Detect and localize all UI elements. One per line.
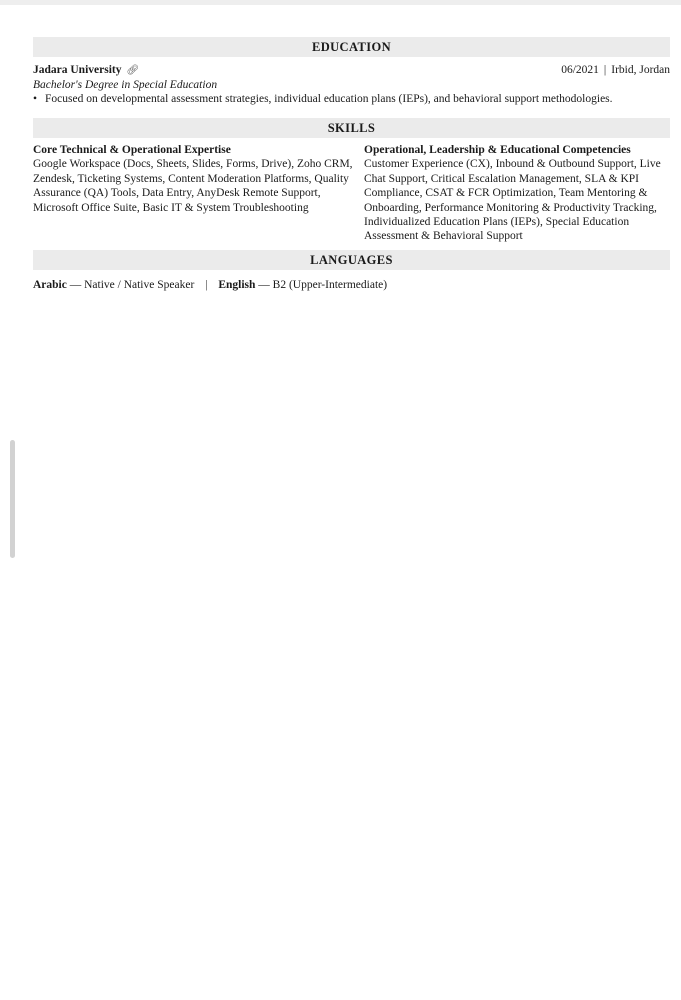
link-icon[interactable]: 🔗︎ bbox=[126, 65, 140, 76]
language-level-arabic: Native / Native Speaker bbox=[84, 278, 195, 291]
resume-page bbox=[33, 37, 670, 292]
education-header: EDUCATION bbox=[33, 37, 670, 57]
education-bullet bbox=[33, 92, 670, 106]
education-location: Irbid, Jordan bbox=[611, 64, 670, 76]
degree: Bachelor's Degree in Special Education bbox=[33, 79, 218, 91]
language-level-english: B2 (Upper-Intermediate) bbox=[272, 278, 388, 291]
top-strip bbox=[0, 0, 681, 5]
skills-left-title: Core Technical & Operational Expertise bbox=[33, 144, 231, 156]
skills-left-text: Google Workspace (Docs, Sheets, Slides, Forms, Drive), Zoho CRM, Zendesk, Ticketing Systems, Content Moderation Platforms, Quality Assurance (QA) Tools, Data Entry, AnyDesk Remote Support, Microsoft Office Suite, Basic IT & System Troubleshooting bbox=[33, 158, 353, 214]
bullet-dot: • bbox=[33, 93, 38, 105]
meta-separator: | bbox=[603, 64, 607, 76]
language-name-arabic: Arabic bbox=[33, 278, 67, 291]
skills-grid bbox=[33, 143, 670, 244]
school-name: Jadara University bbox=[33, 64, 122, 76]
skills-column-right bbox=[364, 143, 670, 244]
language-name-english: English bbox=[218, 278, 256, 291]
education-entry bbox=[33, 63, 670, 106]
skills-header: SKILLS bbox=[33, 118, 670, 138]
languages-row bbox=[33, 278, 670, 292]
skills-right-title: Operational, Leadership & Educational Competencies bbox=[364, 144, 631, 156]
scroll-indicator[interactable] bbox=[10, 440, 15, 558]
education-bullet-text: Focused on developmental assessment strategies, individual education plans (IEPs), and behavioral support methodologies. bbox=[45, 93, 613, 105]
education-date: 06/2021 bbox=[561, 64, 599, 76]
education-meta bbox=[561, 63, 670, 77]
language-dash: — bbox=[69, 278, 85, 291]
education-row bbox=[33, 63, 670, 78]
skills-right-text: Customer Experience (CX), Inbound & Outbound Support, Live Chat Support, Critical Escalation Management, SLA & KPI Compliance, CSAT & FCR Optimization, Team Mentoring & Onboarding, Performance Monitoring & Productivity Tracking, Individualized Education Plans (IEPs), Special Education Assessment & Behavioral Support bbox=[364, 158, 661, 243]
languages-header: LANGUAGES bbox=[33, 250, 670, 270]
language-separator: | bbox=[205, 278, 208, 291]
skills-column-left bbox=[33, 143, 364, 244]
language-dash: — bbox=[258, 278, 273, 291]
